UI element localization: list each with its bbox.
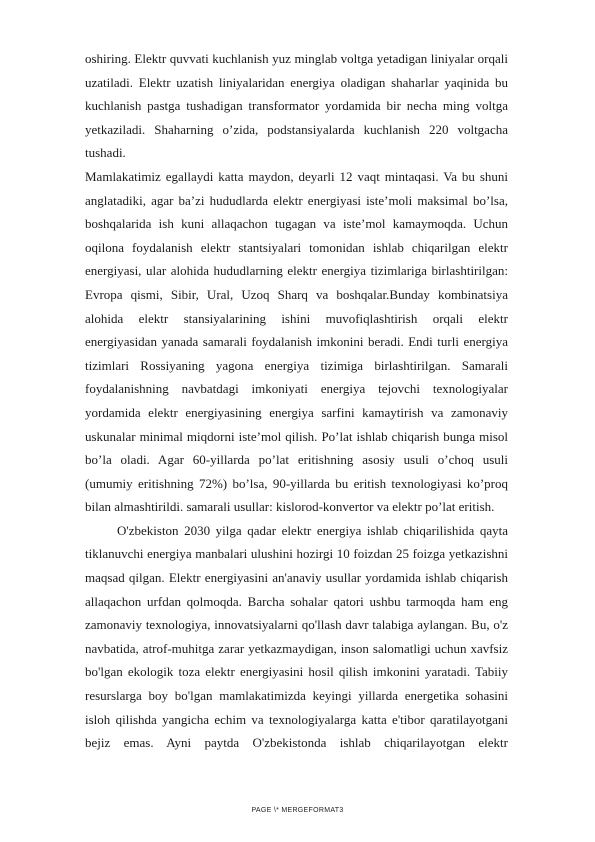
text-line: allaqachon urfdan qolmoqda. Barcha sohalar qatori ushbu tarmoqda ham eng <box>85 593 508 609</box>
text-line: navbatida, atrof-muhitga zarar yetkazmaydigan, inson salomatligi uchun xavfsiz <box>85 640 508 656</box>
text-line: uskunalar minimal miqdorni iste’mol qilish. Po’lat ishlab chiqarish bunga misol <box>85 428 508 444</box>
text-line: isloh qilishda yangicha echim va texnologiyalarga katta e'tibor qaratilayotgani <box>85 711 508 727</box>
text-line: energiyasidan yanada samarali foydalanish imkonini beradi. Endi turli energiya <box>85 334 508 350</box>
text-line: boshqalarida ish kuni allaqachon tugagan va iste’mol kamaymoqda. Uchun <box>85 216 508 232</box>
text-line: bejiz emas. Ayni paytda O'zbekistonda ishlab chiqarilayotgan elektr <box>85 735 508 751</box>
text-line: tizimlari Rossiyaning yagona energiya tizimiga birlashtirilgan. Samarali <box>85 357 508 373</box>
text-line: Mamlakatimiz egallaydi katta maydon, deyarli 12 vaqt mintaqasi. Va bu shuni <box>85 168 508 184</box>
text-line: yordamida elektr energiyasining energiya sarfini kamaytirish va zamonaviy <box>85 404 508 420</box>
text-line: bo'lgan ekologik toza elektr energiyasini hosil qilish imkonini yaratadi. Tabiiy <box>85 664 508 680</box>
text-line: energiyasi, ular alohida hududlarning elektr energiya tizimlariga birlashtirilgan: <box>85 263 508 279</box>
page-footer: PAGE \* MERGEFORMAT3 <box>251 807 344 814</box>
text-line: oshiring. Elektr quvvati kuchlanish yuz minglab voltga yetadigan liniyalar orqali <box>85 51 508 66</box>
text-line: bo’la oladi. Agar 60-yillarda po’lat eritishning asosiy usuli o’choq usuli <box>85 452 508 468</box>
text-line: (umumiy eritishning 72%) bo’lsa, 90-yillarda bu eritish texnologiyasi ko’proq <box>85 475 508 491</box>
text-line: O'zbekiston 2030 yilga qadar elektr energiya ishlab chiqarilishida qayta <box>117 522 508 538</box>
body-text <box>85 47 508 755</box>
text-line: tushadi. <box>85 145 126 161</box>
text-line: uzatiladi. Elektr uzatish liniyalaridan energiya oladigan shaharlar yaqinida bu <box>85 74 508 90</box>
text-line: foydalanishning navbatdagi imkoniyati energiya tejovchi texnologiyalar <box>85 381 508 397</box>
text-line: bilan almashtirildi. samarali usullar: kislorod-konvertor va elektr po’lat eritish. <box>85 499 495 515</box>
text-line: anglatadiki, agar ba’zi hududlarda elektr energiyasi iste’moli maksimal bo’lsa, <box>85 192 508 208</box>
text-line: resurslarga boy bo'lgan mamlakatimizda keyingi yillarda energetika sohasini <box>85 688 508 704</box>
text-line: Evropa qismi, Sibir, Ural, Uzoq Sharq va boshqalar.Bunday kombinatsiya <box>85 286 508 302</box>
text-line: yetkaziladi. Shaharning o’zida, podstansiyalarda kuchlanish 220 voltgacha <box>85 121 508 137</box>
text-line: maqsad qilgan. Elektr energiyasini an'anaviy usullar yordamida ishlab chiqarish <box>85 570 508 586</box>
text-line: alohida elektr stansiyalarining ishini muvofiqlashtirish orqali elektr <box>85 310 508 326</box>
text-line: zamonaviy texnologiya, innovatsiyalarni qo'llash davr talabiga aylangan. Bu, o'z <box>85 617 508 633</box>
text-line: kuchlanish pastga tushadigan transformator yordamida bir necha ming voltga <box>85 98 508 114</box>
text-line: tiklanuvchi energiya manbalari ulushini hozirgi 10 foizdan 25 foizga yetkazishni <box>85 546 508 562</box>
text-line: oqilona foydalanish elektr stantsiyalari tomonidan ishlab chiqarilgan elektr <box>85 239 508 255</box>
